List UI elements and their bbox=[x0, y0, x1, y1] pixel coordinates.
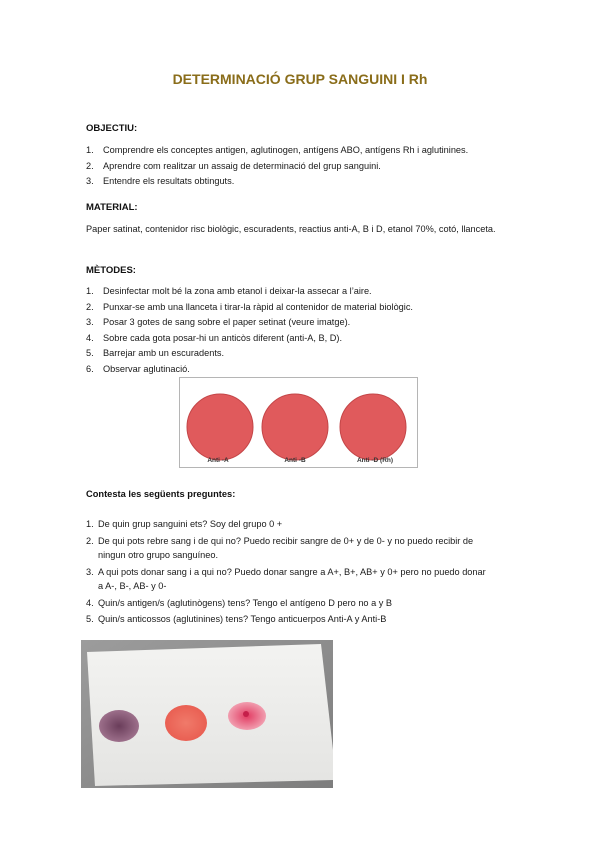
label-anti-b: Anti -B bbox=[284, 457, 306, 464]
list-item: 1. De quin grup sanguini ets? Soy del grupo 0 + bbox=[86, 519, 283, 529]
drop-purple bbox=[99, 710, 139, 742]
list-item: 4. Sobre cada gota posar-hi un anticòs diferent (anti-A, B, D). bbox=[86, 332, 343, 343]
list-item: 2. De qui pots rebre sang i de qui no? Puedo recibir sangre de 0+ y de 0- y no puedo recibir de ningun otro grupo sanguíneo. bbox=[86, 535, 474, 560]
page-title: DETERMINACIÓ GRUP SANGUINI I Rh bbox=[172, 71, 428, 87]
material-text: Paper satinat, contenidor risc biològic, escuradents, reactius anti-A, B i D, etanol 70%, cotó, llanceta. bbox=[86, 224, 496, 234]
list-item: 1. Comprendre els conceptes antigen, aglutinogen, antígens ABO, antígens Rh i aglutinines. bbox=[86, 145, 469, 155]
methods-heading: MÈTODES: bbox=[86, 265, 136, 276]
label-anti-a: Anti -A bbox=[207, 457, 229, 464]
blood-drop-svg bbox=[180, 378, 417, 467]
drop-orange bbox=[165, 705, 207, 741]
list-item: 1. Desinfectar molt bé la zona amb etanol i deixar-la assecar a l’aire. bbox=[86, 286, 372, 296]
objective-list bbox=[86, 143, 468, 190]
drop-anti-b bbox=[262, 394, 328, 460]
label-anti-d: Anti -D (Rh) bbox=[356, 457, 394, 464]
drop-anti-a bbox=[187, 394, 253, 460]
questions-heading: Contesta les següents preguntes: bbox=[86, 489, 236, 499]
list-item: 4. Quin/s antigen/s (aglutinògens) tens? Tengo el antígeno D pero no a y B bbox=[86, 597, 393, 608]
list-item: 3. Entendre els resultats obtinguts. bbox=[86, 176, 235, 186]
list-item: 2. Punxar-se amb una llanceta i tirar-la ràpid al contenidor de material biològic. bbox=[86, 301, 413, 312]
photo-illustration bbox=[81, 640, 333, 788]
list-item: 3. Posar 3 gotes de sang sobre el paper setinat (veure imatge). bbox=[86, 317, 351, 327]
list-item: 5. Quin/s anticossos (aglutinines) tens? Tengo anticuerpos Anti-A y Anti-B bbox=[86, 614, 387, 624]
drop-anti-d bbox=[340, 394, 406, 460]
questions-list bbox=[86, 517, 526, 629]
blood-drop-diagram bbox=[179, 377, 418, 468]
methods-list bbox=[86, 284, 413, 377]
list-item: 2. Aprendre com realitzar un assaig de determinació del grup sanguini. bbox=[86, 160, 381, 171]
list-item: 5. Barrejar amb un escuradents. bbox=[86, 348, 225, 358]
list-item: 3. A qui pots donar sang i a qui no? Puedo donar sangre a A+, B+, AB+ y 0+ pero no puedo donar a A-, B-, AB- y 0- bbox=[86, 566, 486, 591]
material-heading: MATERIAL: bbox=[86, 202, 138, 213]
blood-test-photo bbox=[81, 640, 333, 788]
list-item: 6. Observar aglutinació. bbox=[86, 363, 190, 374]
objective-heading: OBJECTIU: bbox=[86, 123, 138, 134]
